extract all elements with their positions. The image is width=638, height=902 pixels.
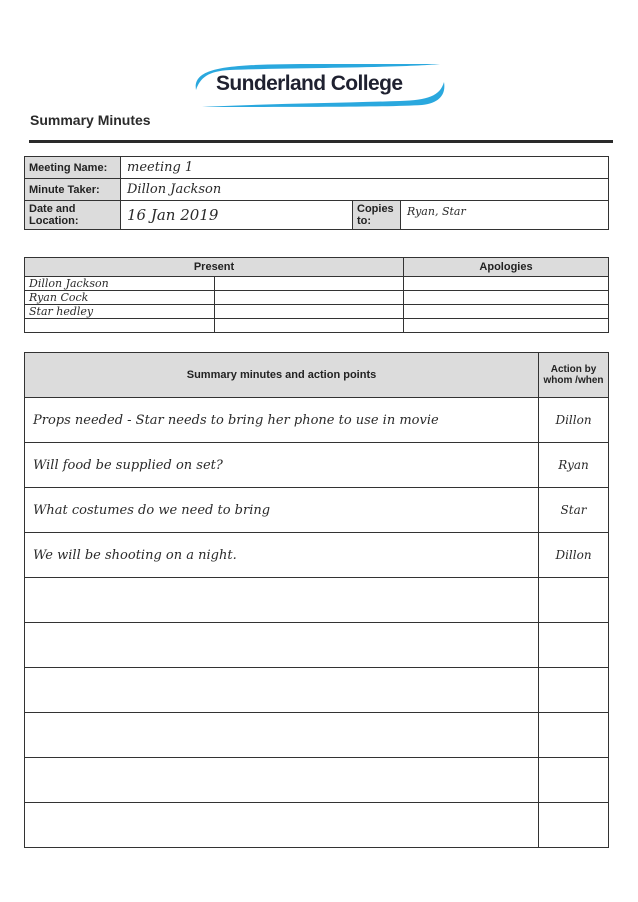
action-owner: [539, 758, 609, 803]
minute-item: [25, 668, 539, 713]
table-row: [25, 578, 609, 623]
table-row: [25, 533, 609, 578]
present-cell: [215, 291, 404, 305]
action-owner: Dillon: [539, 398, 609, 443]
minutes-table: [24, 352, 609, 848]
apologies-cell: [404, 291, 609, 305]
present-cell: [215, 277, 404, 291]
copies-value: Ryan, Star: [401, 201, 609, 230]
minute-item: [25, 578, 539, 623]
copies-label: Copies to:: [353, 201, 401, 230]
apologies-cell: [404, 305, 609, 319]
action-owner: [539, 713, 609, 758]
table-row: [25, 758, 609, 803]
action-by-header: Action by whom /when: [539, 353, 609, 398]
table-row: [25, 488, 609, 533]
action-owner: [539, 803, 609, 848]
date-location-value: 16 Jan 2019: [121, 201, 353, 230]
present-header: Present: [25, 258, 404, 277]
table-row: [25, 668, 609, 713]
logo-text: Sunderland College: [216, 72, 403, 95]
present-name: [25, 319, 215, 333]
minute-item: [25, 758, 539, 803]
present-cell: [215, 305, 404, 319]
table-row: [25, 305, 609, 319]
date-location-label: Date and Location:: [25, 201, 121, 230]
table-row: [25, 443, 609, 488]
table-row: [25, 291, 609, 305]
minute-item: [25, 623, 539, 668]
minute-item: [25, 803, 539, 848]
college-logo: [190, 60, 445, 112]
table-row: [25, 157, 609, 179]
title-divider: [29, 140, 613, 143]
table-row: [25, 353, 609, 398]
minute-taker-value: Dillon Jackson: [121, 179, 609, 201]
attendance-table: [24, 257, 609, 333]
table-row: [25, 277, 609, 291]
minute-item: We will be shooting on a night.: [25, 533, 539, 578]
action-owner: [539, 578, 609, 623]
table-row: [25, 803, 609, 848]
action-owner: Ryan: [539, 443, 609, 488]
action-owner: Dillon: [539, 533, 609, 578]
action-owner: [539, 623, 609, 668]
meeting-name-label: Meeting Name:: [25, 157, 121, 179]
minute-taker-label: Minute Taker:: [25, 179, 121, 201]
table-row: [25, 179, 609, 201]
apologies-header: Apologies: [404, 258, 609, 277]
present-name: Ryan Cock: [25, 291, 215, 305]
minutes-header: Summary minutes and action points: [25, 353, 539, 398]
meeting-name-value: meeting 1: [121, 157, 609, 179]
present-name: Dillon Jackson: [25, 277, 215, 291]
action-owner: Star: [539, 488, 609, 533]
action-owner: [539, 668, 609, 713]
apologies-cell: [404, 277, 609, 291]
table-row: [25, 258, 609, 277]
apologies-cell: [404, 319, 609, 333]
page-title: Summary Minutes: [30, 112, 151, 128]
present-name: Star hedley: [25, 305, 215, 319]
table-row: [25, 201, 609, 230]
table-row: [25, 713, 609, 758]
present-cell: [215, 319, 404, 333]
table-row: [25, 319, 609, 333]
minute-item: [25, 713, 539, 758]
meeting-info-table: [24, 156, 609, 230]
minute-item: Will food be supplied on set?: [25, 443, 539, 488]
table-row: [25, 398, 609, 443]
table-row: [25, 623, 609, 668]
minute-item: What costumes do we need to bring: [25, 488, 539, 533]
minute-item: Props needed - Star needs to bring her phone to use in movie: [25, 398, 539, 443]
